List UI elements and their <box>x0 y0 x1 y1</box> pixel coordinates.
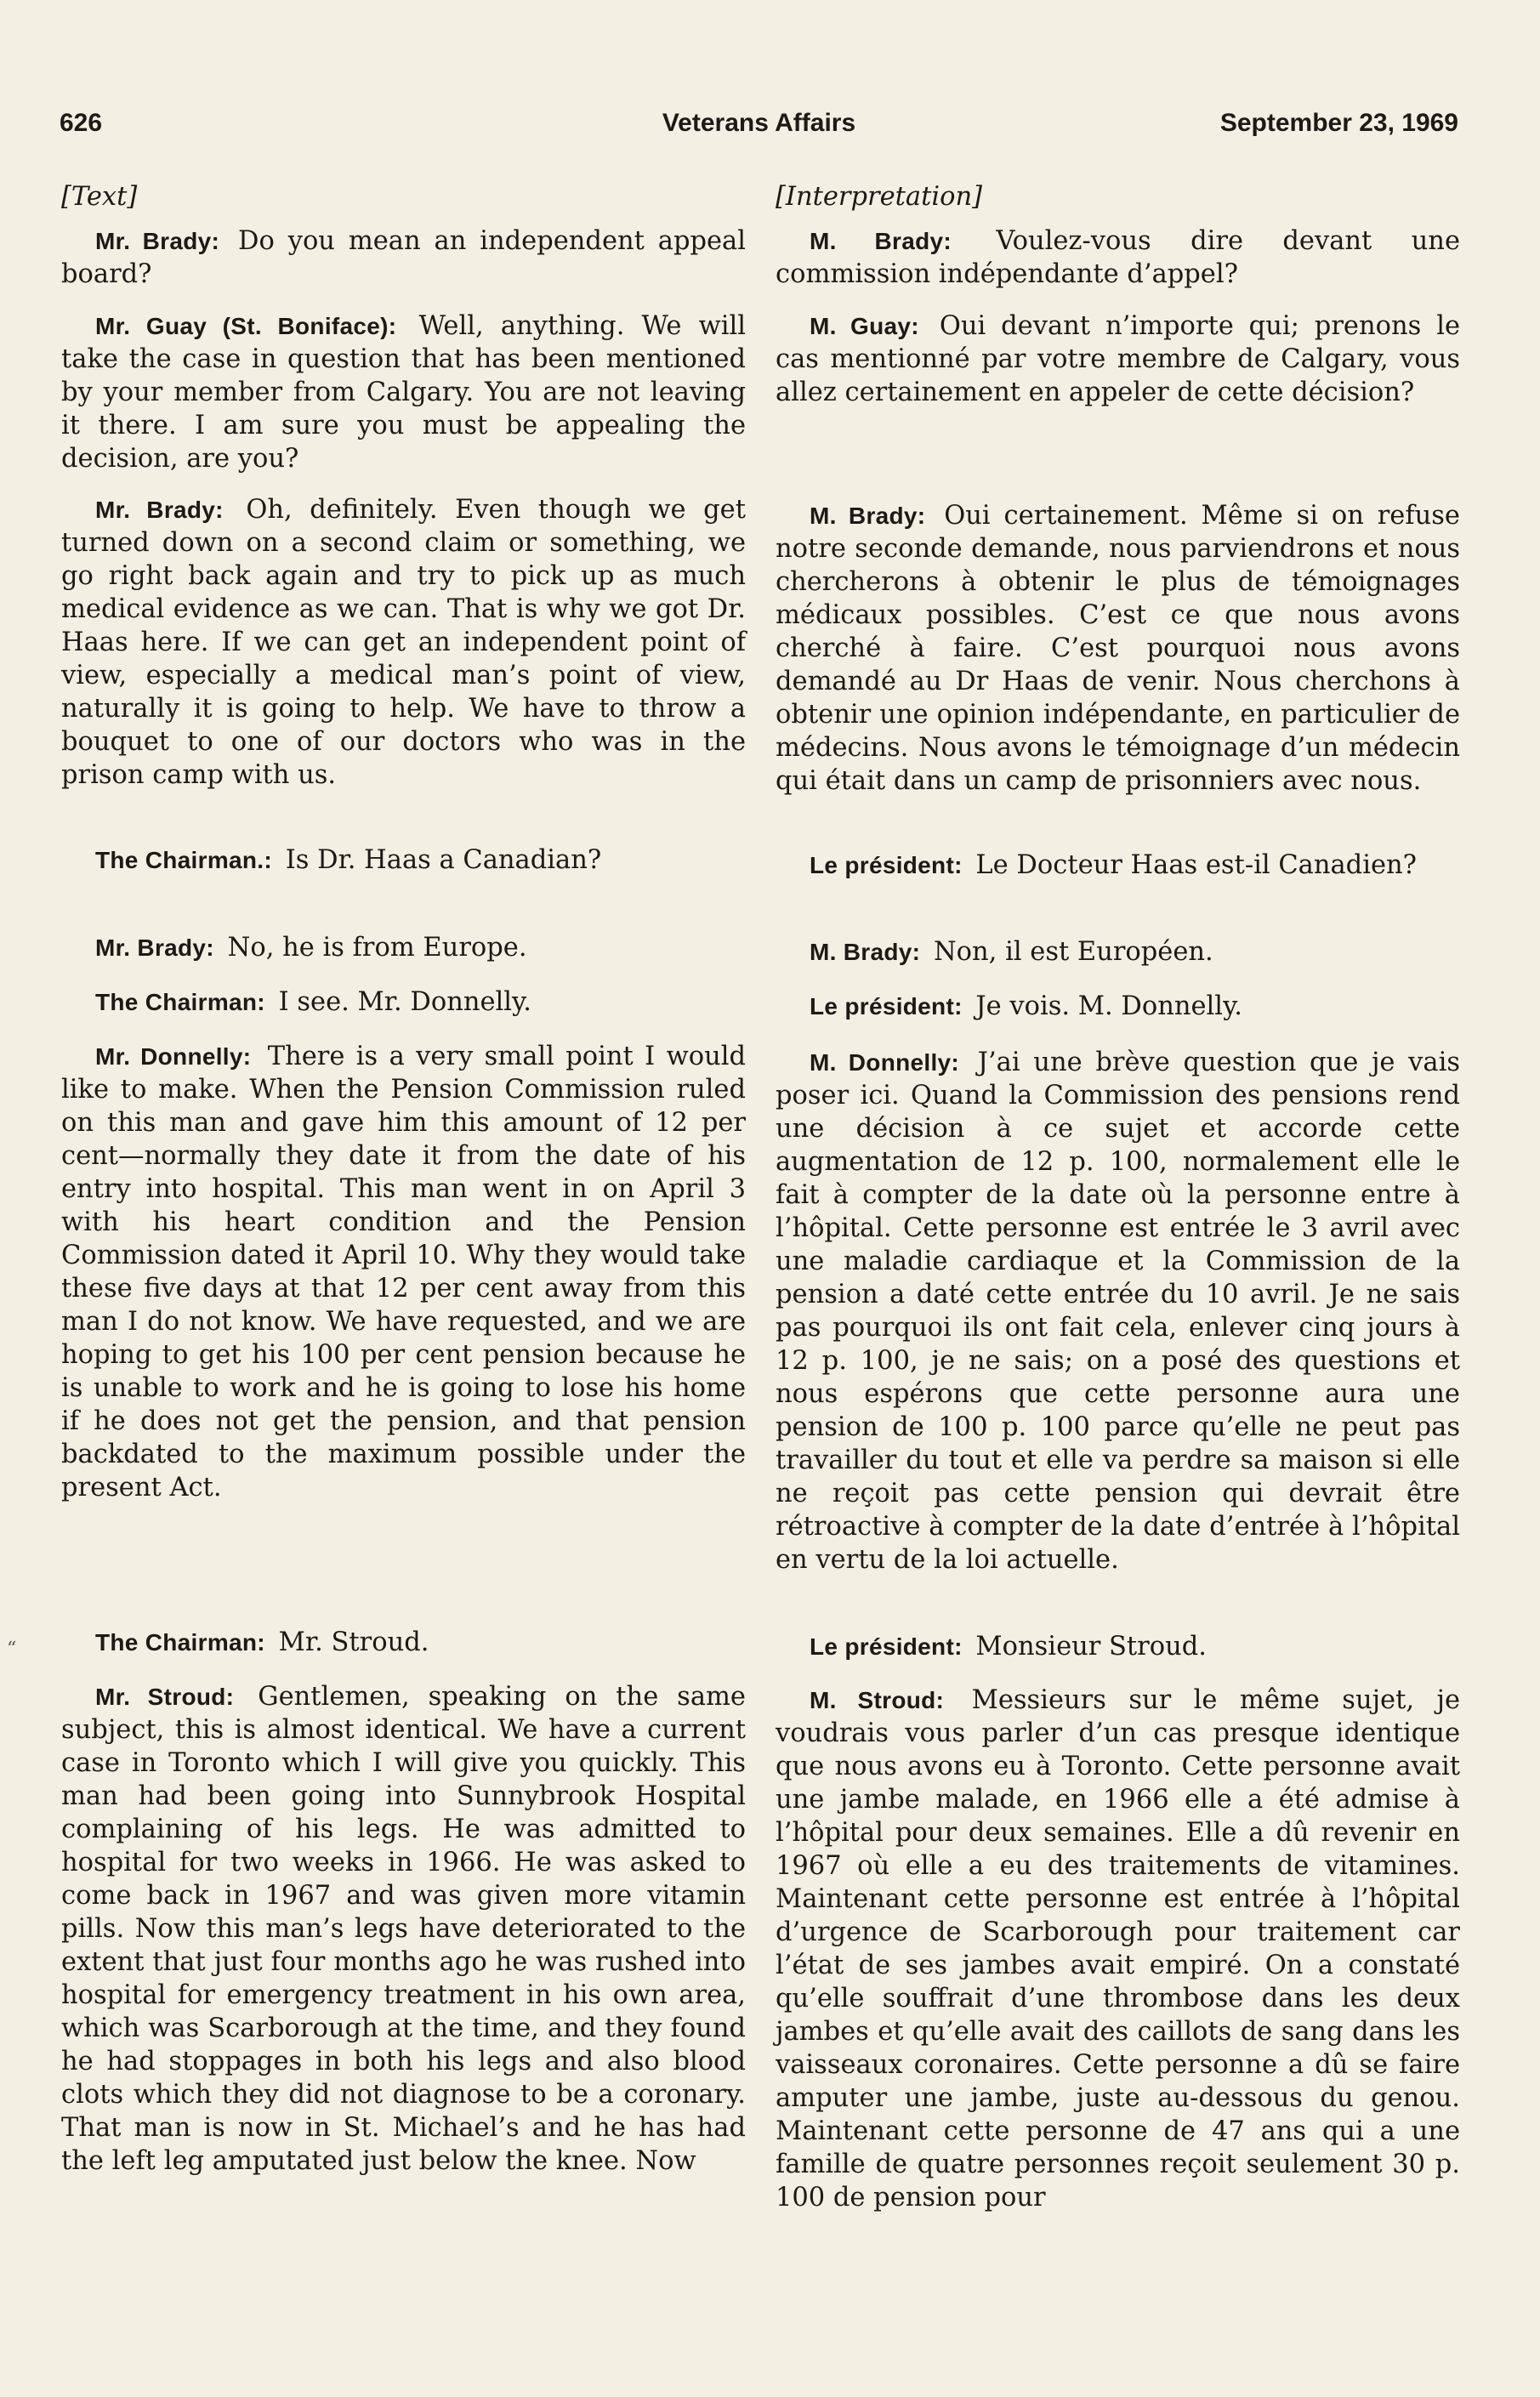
paragraph <box>61 843 746 877</box>
paragraph-text: Is Dr. Haas a Canadian? <box>285 845 602 875</box>
paragraph-text: Do you mean an independent appeal board? <box>61 226 746 289</box>
paragraph-text: There is a very small point I would like to make. When the Pension Commission ruled on this man and gave him this amount of 12 per cent—normally they date it from the date of his entry into hospital. This man went in on April 3 with his heart condition and the Pension Commission dated it April 10. Why they would take these five days at that 12 per cent away from this man I do not know. We have requested, and we are hoping to get his 100 per cent pension because he is unable to work and he is going to lose his home if he does not get the pension, and that pension backdated to the maximum possible under the present Act. <box>61 1042 746 1502</box>
speaker-name: M. Brady: <box>810 503 926 529</box>
paragraph-text: Oui certainement. Même si on refuse notre seconde demande, nous parviendrons et nous chercherons à obtenir le plus de témoignages médicaux possibles. C’est ce que nous avons cherché à faire. C’est pourquoi nous avons demandé au Dr Haas de venir. Nous cherchons à obtenir une opinion indépendante, en particulier de médecins. Nous avons le témoignage d’un médecin qui était dans un camp de prisonniers avec nous. <box>776 501 1460 796</box>
paragraph <box>776 1684 1460 2214</box>
page-number: 626 <box>60 109 103 137</box>
paragraph-text: Gentlemen, speaking on the same subject, this is almost identical. We have a current case in Toronto which I will give you quickly. This man had been going into Sunnybrook Hospital complaining of his legs. He was admitted to hospital for two weeks in 1966. He was asked to come back in 1967 and was given more vitamin pills. Now this man’s legs have deteriorated to the extent that just four months ago he was rushed into hospital for emergency treatment in his own area, which was Scarborough at the time, and they found he had stoppages in both his legs and also blood clots which they did not diagnose to be a coronary. That man is now in St. Michael’s and he has had the left leg amputated just below the knee. Now <box>61 1682 746 2176</box>
paragraph <box>776 310 1460 409</box>
paragraph <box>61 985 746 1019</box>
paragraph-text: No, he is from Europe. <box>227 933 527 963</box>
running-header <box>60 109 1458 148</box>
column-label: [Interpretation] <box>776 182 982 212</box>
paragraph-text: J’ai une brève question que je vais poser ici. Quand la Commission des pensions rend une décision à ce sujet et accorde cette augmentation de 12 p. 100, normalement elle le fait à compter de la date où la personne entre à l’hôpital. Cette personne est entrée le 3 avril avec une maladie cardiaque et la Commission de la pension a daté cette entrée du 10 avril. Je ne sais pas pourquoi ils ont fait cela, enlever cinq jours à 12 p. 100, je ne sais; on a posé des questions et nous espérons que cette personne aura une pension de 100 p. 100 parce qu’elle ne peut pas travailler du tout et elle va perdre sa maison si elle ne reçoit pas cette pension qui devrait être rétroactive à compter de la date d’entrée à l’hôpital en vertu de la loi actuelle. <box>776 1048 1460 1575</box>
header-date: September 23, 1969 <box>1219 109 1458 137</box>
paragraph-text: Oui devant n’importe qui; prenons le cas mentionné par votre membre de Calgary, vous allez certainement en appeler de cette décision? <box>776 311 1460 407</box>
paragraph <box>776 499 1460 798</box>
paragraph <box>776 1630 1460 1663</box>
speaker-name: Mr. Stroud: <box>95 1684 235 1710</box>
speaker-name: The Chairman: <box>95 989 265 1015</box>
speaker-name: M. Brady: <box>810 939 921 965</box>
paragraph <box>776 849 1460 882</box>
paragraph <box>61 1626 746 1659</box>
speaker-name: The Chairman: <box>95 1629 265 1656</box>
speaker-name: M. Brady: <box>810 228 952 254</box>
paragraph <box>776 935 1460 968</box>
speaker-name: Le président: <box>810 993 963 1020</box>
column-label: [Text] <box>61 182 138 212</box>
speaker-name: Mr. Donnelly: <box>95 1043 252 1070</box>
paragraph-text: Monsieur Stroud. <box>975 1632 1207 1661</box>
french-column <box>776 180 1460 2374</box>
english-column <box>61 180 746 2374</box>
paragraph <box>776 1046 1460 1576</box>
speaker-name: M. Guay: <box>810 313 919 339</box>
speaker-name: Le président: <box>810 852 963 878</box>
paragraph-text: Non, il est Européen. <box>933 937 1213 967</box>
speaker-name: M. Stroud: <box>810 1687 945 1713</box>
paragraph <box>61 310 746 475</box>
paragraph <box>61 1040 746 1504</box>
paragraph-text: Mr. Stroud. <box>278 1627 429 1657</box>
paragraph-text: Je vois. M. Donnelly. <box>975 991 1242 1021</box>
paragraph <box>61 224 746 291</box>
speaker-name: M. Donnelly: <box>810 1049 960 1076</box>
page-title: Veterans Affairs <box>662 109 856 137</box>
speaker-name: Mr. Brady: <box>95 228 220 254</box>
paragraph <box>61 931 746 964</box>
speaker-name: Mr. Guay (St. Boniface): <box>95 313 397 339</box>
paragraph <box>776 990 1460 1023</box>
speaker-name: Le président: <box>810 1633 963 1660</box>
paragraph-text: Voulez-vous dire devant une commission indépendante d’appel? <box>776 226 1460 289</box>
margin-mark-icon: “ <box>7 1639 17 1660</box>
paragraph <box>776 224 1460 291</box>
paragraph-text: Oh, definitely. Even though we get turned down on a second claim or something, we go right back again and try to pick up as much medical evidence as we can. That is why we got Dr. Haas here. If we can get an independent point of view, especially a medical man’s point of view, naturally it is going to help. We have to throw a bouquet to one of our doctors who was in the prison camp with us. <box>61 495 746 790</box>
paragraph <box>61 493 746 792</box>
paragraph <box>61 1680 746 2178</box>
speaker-name: Mr. Brady: <box>95 934 214 961</box>
speaker-name: The Chairman.: <box>95 847 273 873</box>
paragraph-text: Le Docteur Haas est-il Canadien? <box>975 850 1417 880</box>
speaker-name: Mr. Brady: <box>95 497 224 523</box>
paragraph-text: I see. Mr. Donnelly. <box>278 987 531 1017</box>
paragraph-text: Messieurs sur le même sujet, je voudrais vous parler d’un cas presque identique que nous avons eu à Toronto. Cette personne avait une jambe malade, en 1966 elle a été admise à l’hôpital pour deux semaines. Elle a dû revenir en 1967 où elle a eu des traitements de vitamines. Maintenant cette personne est entrée à l’hôpital d’urgence de Scarborough pour traitement car l’état de ses jambes avait empiré. On a constaté qu’elle souffrait d’une thrombose dans les deux jambes et qu’elle avait des caillots de sang dans les vaisseaux coronaires. Cette personne a dû se faire amputer une jambe, juste au-dessous du genou. Maintenant cette personne de 47 ans qui a une famille de quatre personnes reçoit seulement 30 p. 100 de pension pour <box>776 1685 1460 2212</box>
paragraph-text: Well, anything. We will take the case in question that has been mentioned by your member from Calgary. You are not leaving it there. I am sure you must be appealing the decision, are you? <box>61 311 746 474</box>
